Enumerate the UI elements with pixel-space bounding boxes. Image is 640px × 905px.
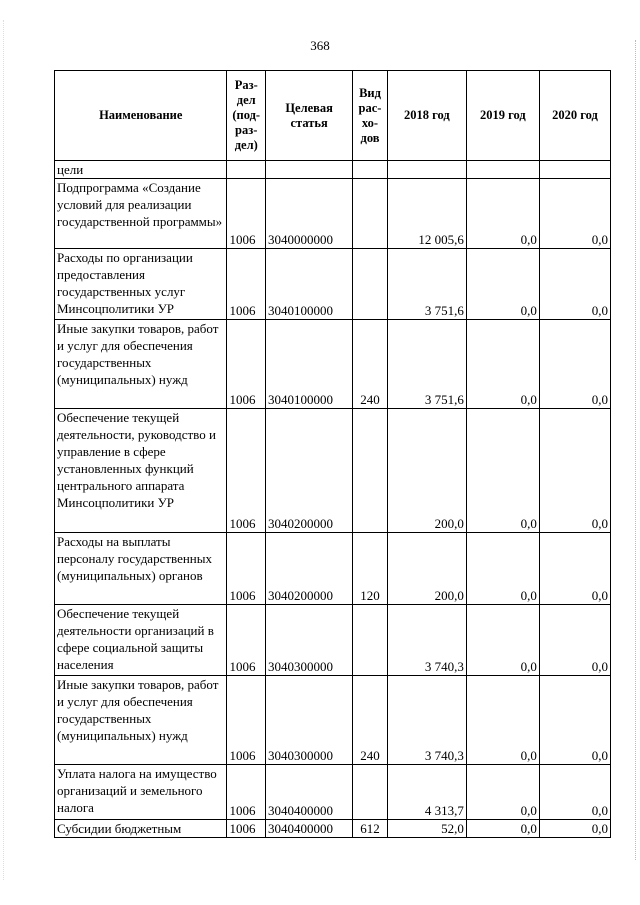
row-2019: 0,0 [466,765,539,820]
empty-cell [539,161,610,179]
row-2018: 52,0 [387,820,466,838]
row-2020: 0,0 [539,320,610,409]
table-row [55,820,611,838]
row-expense: 240 [353,320,387,409]
continuation-text: цели [55,161,227,179]
row-2018: 3 740,3 [387,676,466,765]
row-2018: 3 751,6 [387,249,466,320]
row-target: 3040400000 [266,820,353,838]
row-target: 3040300000 [266,605,353,676]
row-expense [353,765,387,820]
row-name: Расходы по организации предоставления государственных услуг Минсоцполитики УР [55,249,227,320]
row-target: 3040300000 [266,676,353,765]
row-target: 3040400000 [266,765,353,820]
scan-edge-left [3,20,5,880]
row-name: Расходы на выплаты персоналу государственных (муниципальных) органов [55,533,227,605]
row-2019: 0,0 [466,179,539,249]
header-expense: Вид рас- хо- дов [353,71,387,161]
row-name: Обеспечение текущей деятельности, руководство и управление в сфере установленных функций центрального аппарата Минсоцполитики УР [55,409,227,533]
table-row [55,320,611,409]
row-expense [353,605,387,676]
row-target: 3040100000 [266,320,353,409]
header-target: Целевая статья [266,71,353,161]
header-2018: 2018 год [387,71,466,161]
empty-cell [466,161,539,179]
table-body [55,161,611,838]
continuation-row [55,161,611,179]
row-section: 1006 [227,409,266,533]
row-name: Подпрограмма «Создание условий для реализации государственной программы» [55,179,227,249]
empty-cell [387,161,466,179]
row-name: Уплата налога на имущество организаций и земельного налога [55,765,227,820]
row-2020: 0,0 [539,409,610,533]
row-2020: 0,0 [539,676,610,765]
row-2018: 4 313,7 [387,765,466,820]
row-2020: 0,0 [539,820,610,838]
row-2019: 0,0 [466,409,539,533]
scan-edge-right [634,40,636,860]
row-expense: 612 [353,820,387,838]
row-2020: 0,0 [539,179,610,249]
row-expense: 120 [353,533,387,605]
table-row [55,533,611,605]
row-expense [353,179,387,249]
row-name: Иные закупки товаров, работ и услуг для обеспечения государственных (муниципальных) нужд [55,320,227,409]
row-2019: 0,0 [466,676,539,765]
row-2018: 3 740,3 [387,605,466,676]
budget-table [54,70,611,838]
row-2020: 0,0 [539,765,610,820]
table-row [55,409,611,533]
table-row [55,676,611,765]
header-row [55,71,611,161]
row-2018: 3 751,6 [387,320,466,409]
header-2019: 2019 год [466,71,539,161]
row-target: 3040200000 [266,409,353,533]
row-expense [353,249,387,320]
row-name: Субсидии бюджетным [55,820,227,838]
empty-cell [266,161,353,179]
row-2018: 200,0 [387,533,466,605]
row-section: 1006 [227,249,266,320]
row-section: 1006 [227,820,266,838]
row-section: 1006 [227,605,266,676]
row-2019: 0,0 [466,249,539,320]
row-target: 3040000000 [266,179,353,249]
row-section: 1006 [227,765,266,820]
row-2019: 0,0 [466,605,539,676]
header-section: Раз- дел (под- раз- дел) [227,71,266,161]
row-expense [353,409,387,533]
row-name: Обеспечение текущей деятельности организаций в сфере социальной защиты населения [55,605,227,676]
table-row [55,605,611,676]
page-number: 368 [310,38,330,53]
row-2019: 0,0 [466,820,539,838]
empty-cell [227,161,266,179]
row-section: 1006 [227,320,266,409]
row-2018: 200,0 [387,409,466,533]
row-2020: 0,0 [539,605,610,676]
row-section: 1006 [227,179,266,249]
table-row [55,765,611,820]
row-section: 1006 [227,533,266,605]
row-target: 3040100000 [266,249,353,320]
row-2018: 12 005,6 [387,179,466,249]
header-name: Наименование [55,71,227,161]
row-2020: 0,0 [539,249,610,320]
header-2020: 2020 год [539,71,610,161]
empty-cell [353,161,387,179]
row-expense: 240 [353,676,387,765]
row-target: 3040200000 [266,533,353,605]
row-2019: 0,0 [466,533,539,605]
row-2020: 0,0 [539,533,610,605]
row-name: Иные закупки товаров, работ и услуг для обеспечения государственных (муниципальных) нужд [55,676,227,765]
row-section: 1006 [227,676,266,765]
table-row [55,249,611,320]
table-row [55,179,611,249]
row-2019: 0,0 [466,320,539,409]
